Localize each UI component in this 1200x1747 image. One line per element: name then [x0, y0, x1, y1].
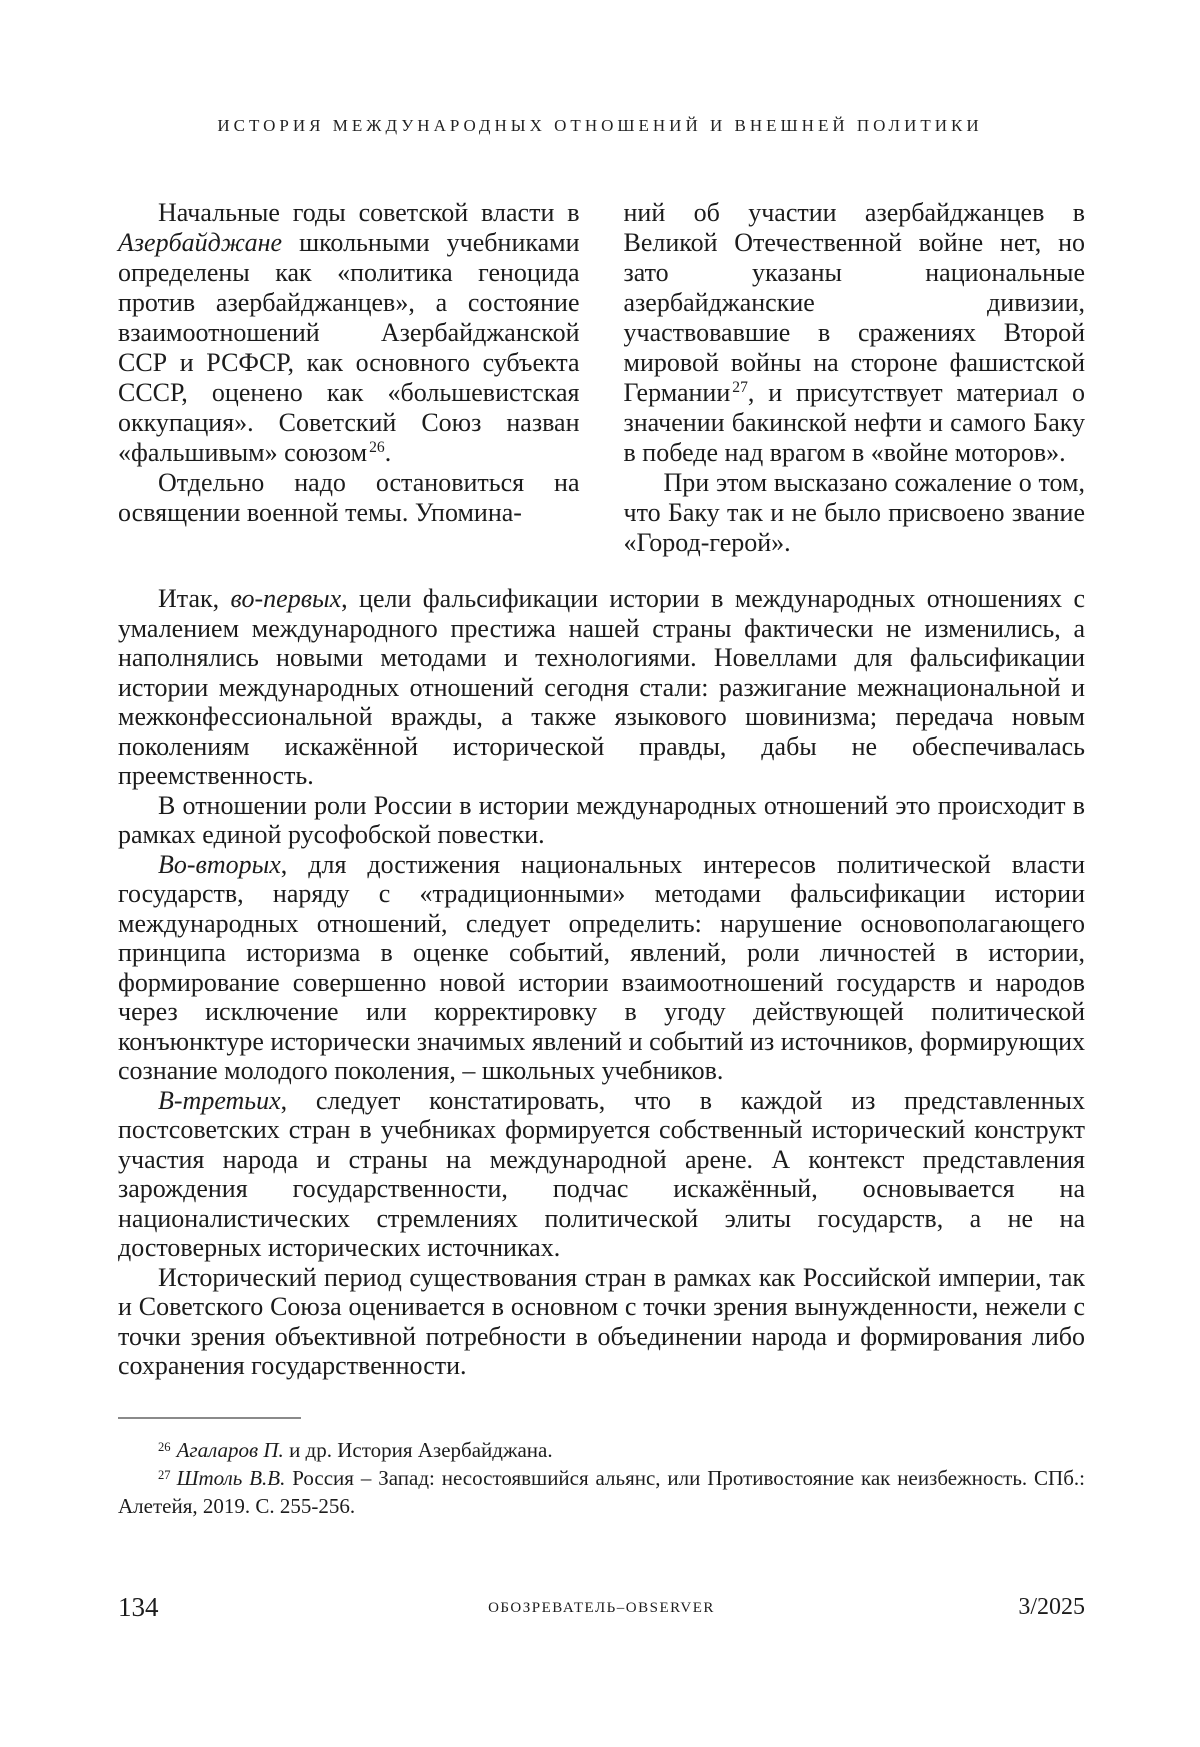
- issue-number: 3/2025: [1018, 1594, 1085, 1620]
- page-footer: [118, 1592, 1085, 1626]
- running-head: ИСТОРИЯ МЕЖДУНАРОДНЫХ ОТНОШЕНИЙ И ВНЕШНЕЙ ПОЛИТИКИ: [217, 116, 983, 135]
- paragraph: При этом высказано сожаление о том, что Баку так и не было присвоено звание «Город-герой».: [623, 468, 1085, 557]
- paragraph: Отдельно надо остановиться на освящении военной темы. Упомина-: [118, 468, 580, 527]
- footnote: $^{27}$ Штоль В.В. Россия – Запад: несостоявшийся альянс, или Противостояние как неизбежность. СПб.: Алетейя, 2019. С. 255-256.: [118, 1465, 1085, 1518]
- two-column-section: [118, 198, 1085, 558]
- page-content: [118, 198, 1085, 1520]
- paragraph: Исторический период существования стран в рамках как Российской империи, так и Советского Союза оценивается в основном с точки зрения вынужденности, нежели с точки зрения объективной потребности в объединении народа и формирования либо сохранения государственности.: [118, 1262, 1085, 1380]
- paragraph: Во-вторых, для достижения национальных интересов политической власти государств, наряду с «традиционными» методами фальсификации истории международных отношений, следует определить: нарушение основополагающего принципа историзма в оценке событий, явлений, роли личностей в истории, формирование совершенно новой истории взаимоотношений государств и народов через исключение или корректировку в угоду действующей политической конъюнктуре исторически значимых явлений и событий из источников, формирующих сознание молодого поколения, – школьных учебников.: [118, 849, 1085, 1085]
- paragraph: Начальные годы советской власти в Азербайджане школьными учебниками определены как «политика геноцида против азербайджанцев», а состояние взаимоотношений Азербайджанской ССР и РСФСР, как основного субъекта СССР, оценено как «большевистская оккупация». Советский Союз назван «фальшивым» союзом $^{26}$.: [118, 198, 580, 467]
- paragraph: В отношении роли России в истории международных отношений это происходит в рамках единой русофобской повестки.: [118, 790, 1085, 849]
- page-number: 134: [118, 1592, 159, 1622]
- footnote-separator-rule: [118, 1417, 301, 1420]
- footnote: $^{26}$ Агаларов П. и др. История Азербайджана.: [158, 1437, 553, 1462]
- body-section: [118, 584, 1085, 1381]
- paragraph: В-третьих, следует констатировать, что в каждой из представленных постсоветских стран в учебниках формируется собственный исторический конструкт участия народа и страны на международной арене. А контекст представления зарождения государственности, подчас искажённый, основывается на националистических стремлениях политической элиты государств, а не на достоверных исторических источниках.: [118, 1085, 1085, 1262]
- footnotes-section: [118, 1436, 1085, 1520]
- paragraph: ний об участии азербайджанцев в Великой Отечественной войне нет, но зато указаны национальные азербайджанские дивизии, участвовавшие в сражениях Второй мировой войны на стороне фашистской Германии $^{27}$, и присутствует материал о значении бакинской нефти и самого Баку в победе над врагом в «войне моторов».: [623, 198, 1085, 467]
- paragraph: Итак, во-первых, цели фальсификации истории в международных отношениях с умалением международного престижа нашей страны фактически не изменились, а наполнялись новыми методами и технологиями. Новеллами для фальсификации истории международных отношений сегодня стали: разжигание межнациональной и межконфессиональной вражды, а также языкового шовинизма; передача новым поколениям искажённой исторической правды, дабы не обеспечивалась преемственность.: [118, 584, 1085, 790]
- column-left: [118, 198, 580, 558]
- journal-title: ОБОЗРЕВАТЕЛЬ–OBSERVER: [488, 1600, 715, 1616]
- column-right: [624, 198, 1086, 558]
